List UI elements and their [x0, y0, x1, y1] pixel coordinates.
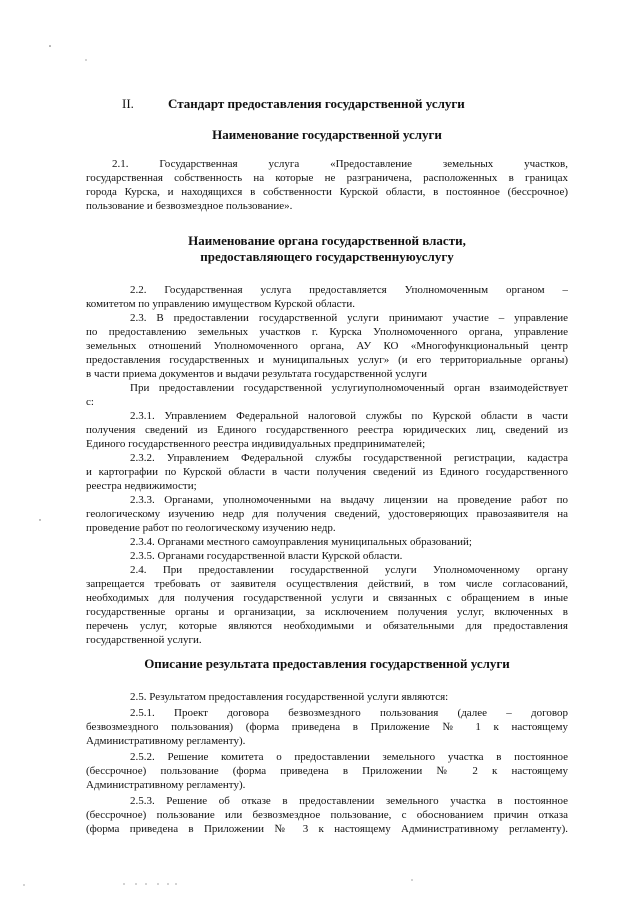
paragraph-2-4-line: необходимых для получения государственной услуги и связанных с обращением в иные — [86, 592, 568, 604]
paragraph-2-3-3-line: проведение работ по геологическому изучению недр. — [86, 522, 336, 534]
paragraph-2-5-1-line: Административному регламенту). — [86, 735, 246, 747]
paragraph-2-1-line: государственная собственность на которые не разграничена, расположенных в границах — [86, 172, 568, 184]
paragraph-2-3-line: 2.3. В предоставлении государственной услуги принимают участие – управление — [130, 312, 568, 324]
paragraph-2-3-3-line: 2.3.3. Органами, уполномоченными на выдачу лицензии на проведение работ по — [130, 494, 568, 506]
paragraph-2-4-line: запрещается требовать от заявителя осуществления действий, в том числе согласований, — [86, 578, 568, 590]
paragraph-2-1-line: пользование и безвозмездное пользование». — [86, 200, 293, 212]
paragraph-2-3-4-line: 2.3.4. Органами местного самоуправления муниципальных образований; — [130, 536, 472, 548]
paragraph-2-4-line: государственной услуги. — [86, 634, 202, 646]
paragraph-2-3-2-line: 2.3.2. Управлением Федеральной службы государственной регистрации, кадастра — [130, 452, 568, 464]
heading-result-description: Описание результата предоставления государственной услуги — [144, 656, 510, 671]
heading-service-name: Наименование государственной услуги — [212, 127, 442, 142]
section-title: Стандарт предоставления государственной услуги — [168, 96, 465, 111]
paragraph-2-2-line: комитетом по управлению имуществом Курской области. — [86, 298, 355, 310]
paragraph-2-5-2-line: (бессрочное) пользование (форма приведена в Приложении № 2 к настоящему — [86, 765, 568, 777]
paragraph-2-3-line: предоставления государственных и муниципальных услуг» (и его территориальные органы) — [86, 354, 568, 366]
paragraph-2-3-5-line: 2.3.5. Органами государственной власти Курской области. — [130, 550, 403, 562]
paragraph-2-5-2-line: Административному регламенту). — [86, 779, 246, 791]
paragraph-2-4-line: 2.4. При предоставлении государственной услуги Уполномоченному органу — [130, 564, 568, 576]
paragraph-2-1-line: 2.1. Государственная услуга «Предоставление земельных участков, — [112, 158, 568, 170]
paragraph-2-3-line: по предоставлению земельных участков г. Курска Уполномоченного органа, управление — [86, 326, 568, 338]
heading-authority-line-1: Наименование органа государственной власти, — [188, 233, 466, 248]
paragraph-interaction-line: При предоставлении государственной услугиуполномоченный орган взаимодействует — [130, 382, 568, 394]
paragraph-2-5-1-line: безвозмездного пользования) (форма приведена в Приложение № 1 к настоящему — [86, 721, 568, 733]
paragraph-2-2-line: 2.2. Государственная услуга предоставляется Уполномоченным органом – — [130, 284, 568, 296]
paragraph-2-5-3-line: (бессрочное) пользование или безвозмездное пользование, с обоснованием причин отказа — [86, 809, 568, 821]
section-number: II. — [122, 96, 134, 111]
heading-authority-line-2: предоставляющего государственнуюуслугу — [200, 249, 454, 264]
paragraph-2-3-2-line: реестра недвижимости; — [86, 480, 197, 492]
paragraph-2-3-line: в части приема документов и выдачи результата государственной услуги — [86, 368, 428, 380]
paragraph-2-1-line: города Курска, и находящихся в собственности Курской области, в постоянное (бессрочное) — [86, 186, 568, 198]
paragraph-2-4-line: государственные органы и организации, за исключением получения услуг, включенных в — [86, 606, 568, 618]
paragraph-2-3-line: земельных отношений Уполномоченного органа, АУ КО «Многофункциональный центр — [86, 340, 568, 352]
paragraph-2-3-1-line: получения сведений из Единого государственного реестра юридических лиц, сведений из — [86, 424, 568, 436]
paragraph-2-5-line: 2.5. Результатом предоставления государственной услуги являются: — [130, 691, 449, 703]
paragraph-2-3-1-line: Единого государственного реестра индивидуальных предпринимателей; — [86, 438, 426, 450]
paragraph-2-5-1-line: 2.5.1. Проект договора безвозмездного пользования (далее – договор — [130, 707, 568, 719]
paragraph-2-3-2-line: и картографии по Курской области в части получения сведений из Единого государственного — [86, 466, 568, 478]
paragraph-2-3-3-line: геологическому изучению недр для получения сведений, удостоверяющих правозаявителя на — [86, 508, 568, 520]
paragraph-interaction-line: с: — [86, 396, 94, 408]
paragraph-2-4-line: перечень услуг, которые являются необходимыми и обязательными для предоставления — [86, 620, 568, 632]
paragraph-2-3-1-line: 2.3.1. Управлением Федеральной налоговой службы по Курской области в части — [130, 410, 568, 422]
paragraph-2-5-2-line: 2.5.2. Решение комитета о предоставлении земельного участка в постоянное — [130, 751, 568, 763]
paragraph-2-5-3-line: (форма приведена в Приложении № 3 к настоящему Административному регламенту). — [86, 823, 568, 835]
paragraph-2-5-3-line: 2.5.3. Решение об отказе в предоставлении земельного участка в постоянное — [130, 795, 568, 807]
